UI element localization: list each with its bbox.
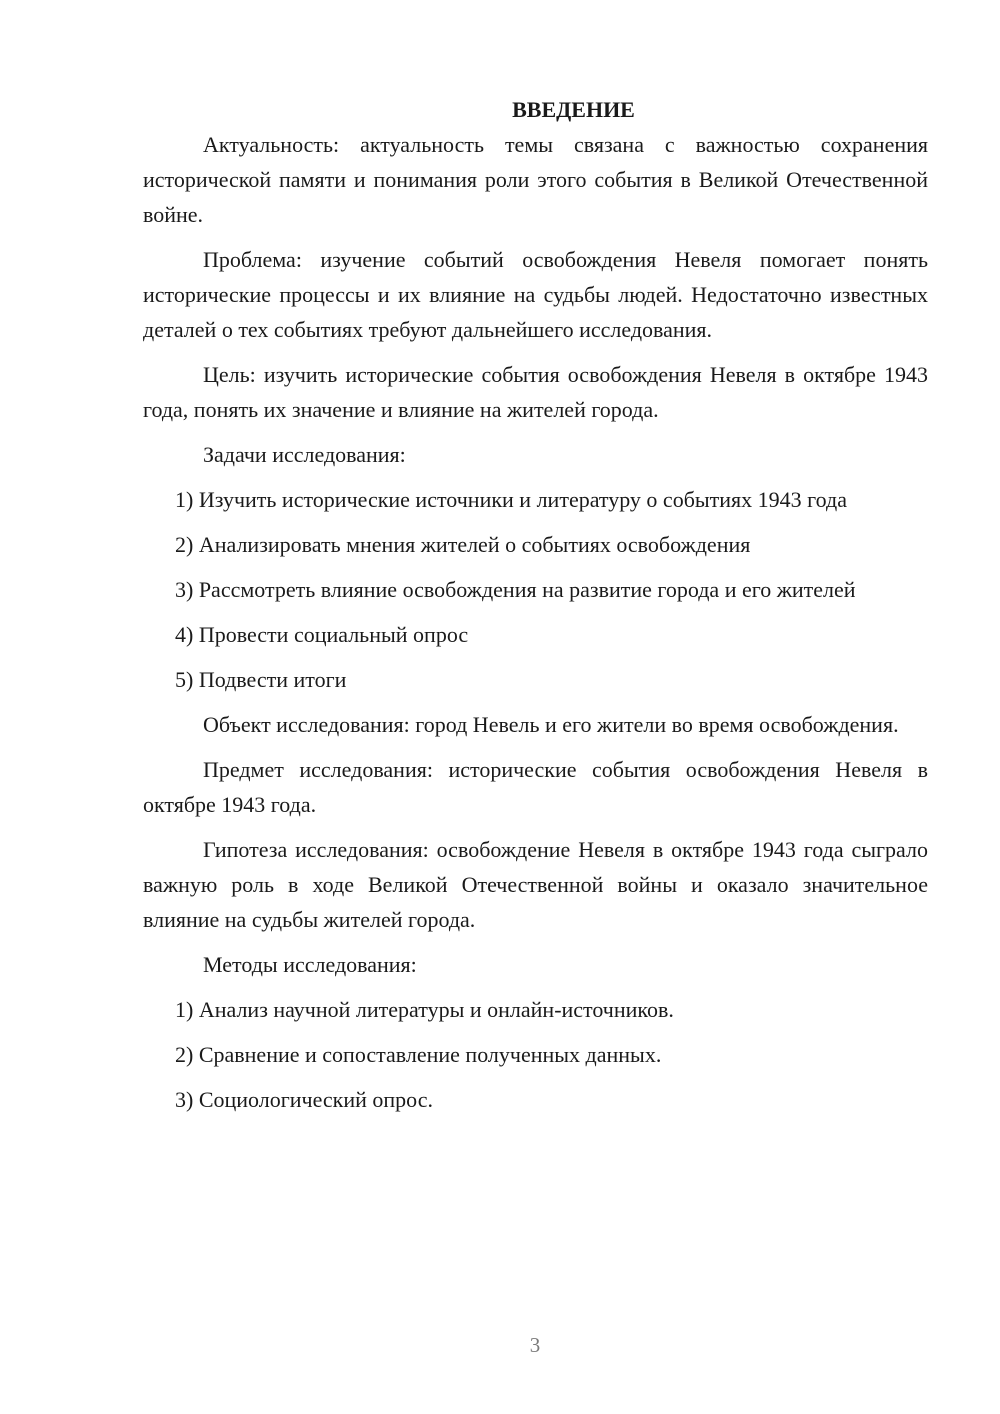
task-item: 5) Подвести итоги [175,667,347,692]
task-item: 3) Рассмотреть влияние освобождения на развитие города и его жителей [175,577,856,602]
method-item: 2) Сравнение и сопоставление полученных данных. [175,1042,662,1067]
page-number: 3 [529,1333,541,1357]
method-item: 3) Социологический опрос. [175,1087,433,1112]
task-item: 4) Провести социальный опрос [175,622,469,647]
section-title: ВВЕДЕНИЕ [512,97,635,122]
object-paragraph: Объект исследования: город Невель и его жители во время освобождения. [203,712,899,737]
relevance-paragraph: Актуальность: актуальность темы связана с важностью сохранения исторической памяти и понимания роли этого события в Великой Отечественной войне. [143,132,928,227]
subject-paragraph: Предмет исследования: исторические события освобождения Невеля в октябре 1943 года. [143,757,928,817]
task-item: 2) Анализировать мнения жителей о событиях освобождения [175,532,751,557]
goal-paragraph: Цель: изучить исторические события освобождения Невеля в октябре 1943 года, понять их значение и влияние на жителей города. [143,362,928,422]
problem-paragraph: Проблема: изучение событий освобождения Невеля помогает понять исторические процессы и их влияние на судьбы людей. Недостаточно известных деталей о тех событиях требуют дальнейшего исследования. [143,247,928,342]
page-body [143,92,928,1117]
tasks-heading: Задачи исследования: [203,442,406,467]
methods-heading: Методы исследования: [203,952,417,977]
hypothesis-paragraph: Гипотеза исследования: освобождение Невеля в октябре 1943 года сыграло важную роль в ходе Великой Отечественной войны и оказало значительное влияние на судьбы жителей города. [143,837,928,932]
task-item: 1) Изучить исторические источники и литературу о событиях 1943 года [175,487,847,512]
method-item: 1) Анализ научной литературы и онлайн-источников. [175,997,674,1022]
